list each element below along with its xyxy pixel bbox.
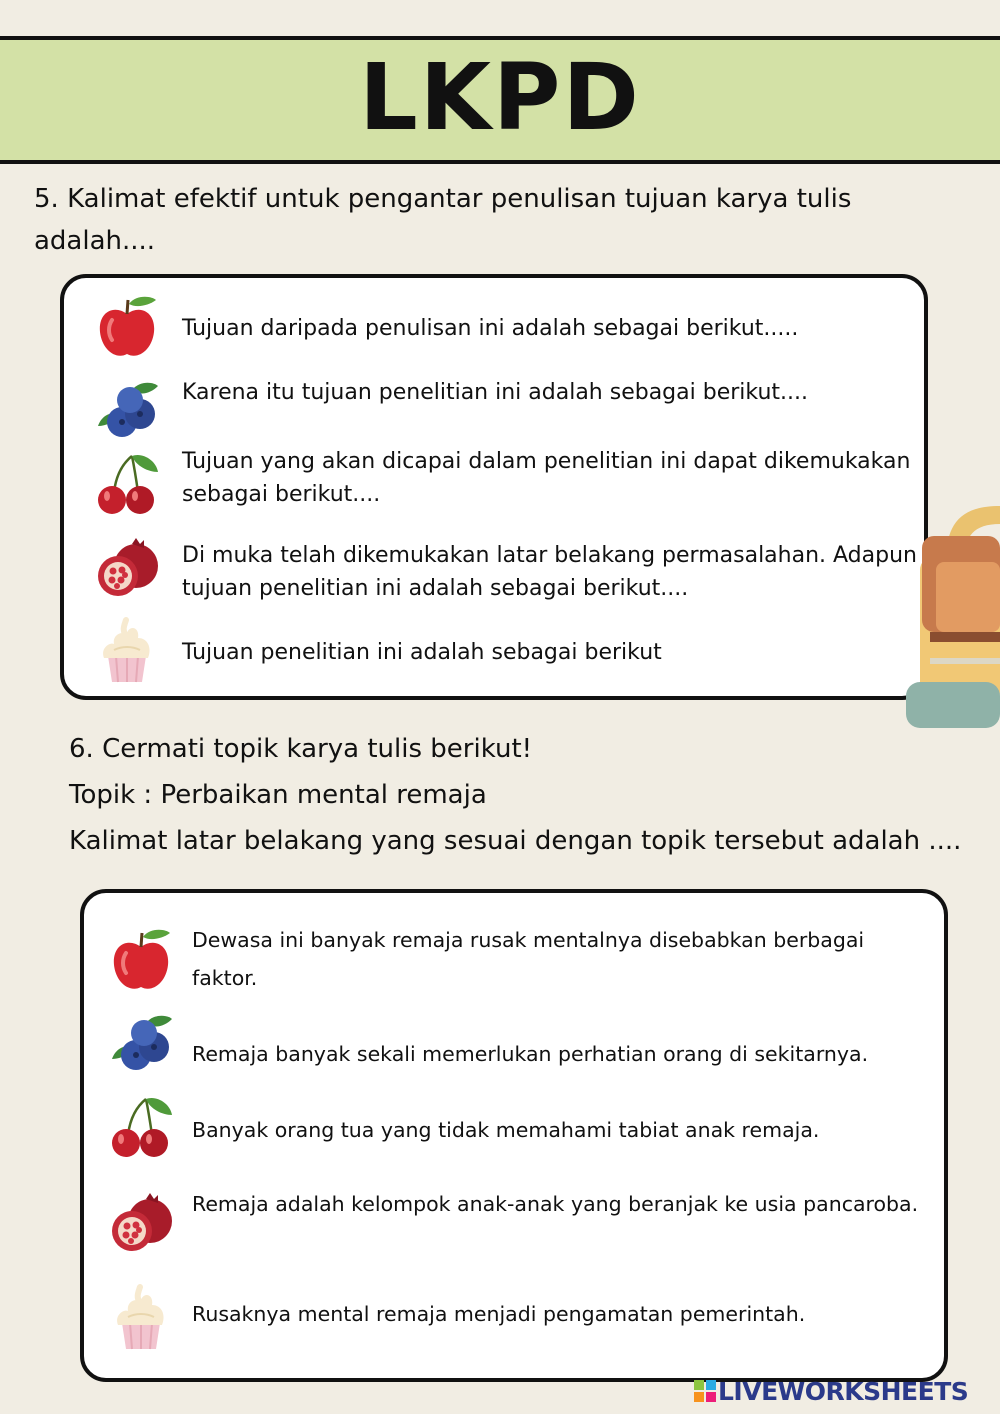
question-5	[34, 178, 934, 262]
option-text: Remaja adalah kelompok anak-anak yang beranjak ke usia pancaroba.	[192, 1192, 919, 1216]
option-text: Tujuan daripada penulisan ini adalah sebagai berikut.....	[182, 316, 799, 341]
question-6	[69, 728, 969, 862]
option-text: Remaja banyak sekali memerlukan perhatian orang di sekitarnya.	[192, 1042, 869, 1066]
question-prompt: Kalimat latar belakang yang sesuai dengan topik tersebut adalah ....	[69, 826, 962, 856]
question-text: Kalimat efektif untuk pengantar penulisan tujuan karya tulis adalah....	[34, 184, 852, 256]
apple-icon	[92, 292, 162, 362]
question-topic: Topik : Perbaikan mental remaja	[69, 780, 487, 810]
option-text: Tujuan penelitian ini adalah sebagai berikut	[182, 640, 662, 665]
page-title: LKPD	[359, 44, 641, 151]
option-text: Di muka telah dikemukakan latar belakang permasalahan. Adapun tujuan penelitian ini adalah sebagai berikut....	[182, 543, 917, 601]
blueberry-icon	[92, 376, 162, 446]
cherry-icon	[106, 1091, 176, 1161]
question-number: 6.	[69, 734, 94, 764]
question-text: Cermati topik karya tulis berikut!	[102, 734, 533, 764]
question-number: 5.	[34, 184, 59, 214]
option-text: Banyak orang tua yang tidak memahami tabiat anak remaja.	[192, 1118, 820, 1142]
liveworksheets-logo[interactable]	[694, 1376, 968, 1406]
cupcake-icon	[92, 616, 162, 686]
logo-mark-icon	[694, 1380, 716, 1402]
pomegranate-icon	[92, 534, 162, 604]
blueberry-icon	[106, 1009, 176, 1079]
cherry-icon	[92, 448, 162, 518]
question-6-options	[80, 889, 948, 1382]
option-text: Karena itu tujuan penelitian ini adalah sebagai berikut....	[182, 380, 808, 405]
option-text: Tujuan yang akan dicapai dalam penelitian ini dapat dikemukakan sebagai berikut....	[182, 449, 911, 507]
apple-icon	[106, 925, 176, 995]
cupcake-icon	[106, 1283, 176, 1353]
pomegranate-icon	[106, 1189, 176, 1259]
backpack-illustration	[902, 492, 1000, 732]
option-text: Dewasa ini banyak remaja rusak mentalnya disebabkan berbagai faktor.	[192, 928, 865, 990]
question-5-options	[60, 274, 928, 700]
logo-text: LIVEWORKSHEETS	[718, 1376, 969, 1406]
option-text: Rusaknya mental remaja menjadi pengamatan pemerintah.	[192, 1302, 806, 1326]
